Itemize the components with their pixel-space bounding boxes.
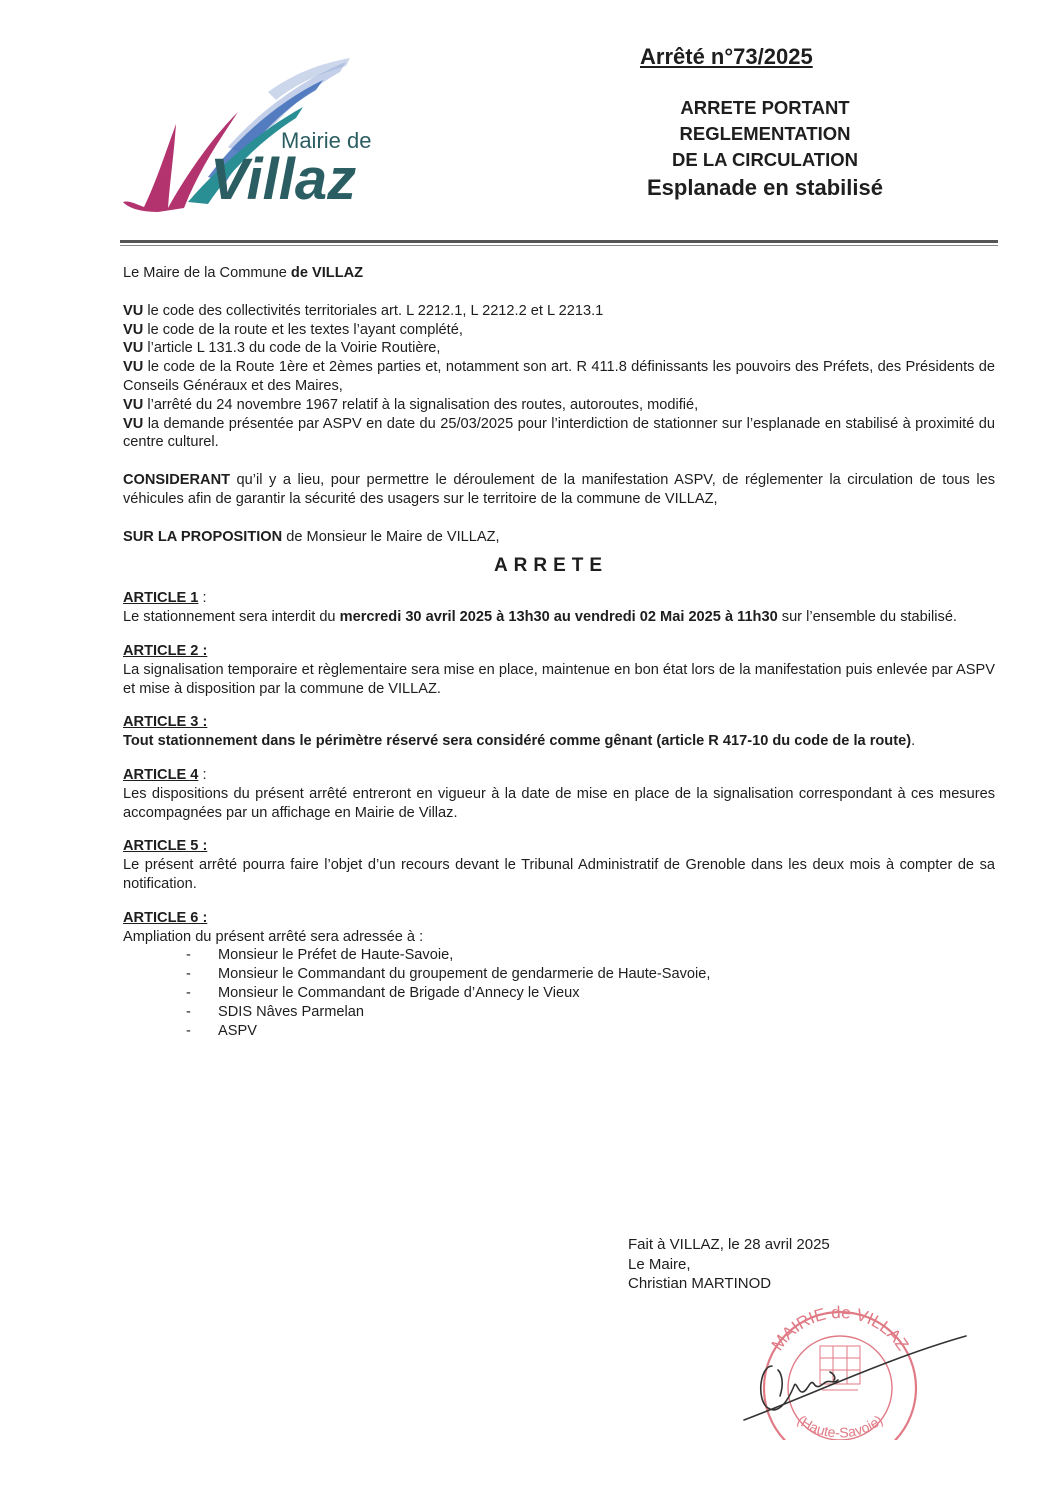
header-divider	[120, 240, 998, 243]
considerant-paragraph	[123, 471, 995, 509]
considerant-text: qu’il y a lieu, pour permettre le déroulement de la manifestation ASPV, de réglementer la circulation de tous les véhicules afin de garantir la sécurité des usagers sur le territoire de la commune de VILLAZ,	[123, 472, 995, 507]
article-3-title: ARTICLE 3 :	[123, 714, 208, 731]
list-item: - SDIS Nâves Parmelan	[123, 1003, 995, 1022]
article-1-text-after: sur l’ensemble du stabilisé.	[777, 609, 957, 626]
subject-line-3: DE LA CIRCULATION	[671, 149, 858, 170]
vu-text: le code de la Route 1ère et 2èmes parties et, notamment son art. R 411.8 définissants les pouvoirs des Préfets, des Présidents de Conseils Généraux et des Maires,	[123, 359, 995, 394]
article-6-heading	[123, 909, 995, 928]
article-4-heading	[123, 766, 995, 785]
list-item: - Monsieur le Commandant du groupement de gendarmerie de Haute-Savoie,	[123, 965, 995, 984]
article-2-text: La signalisation temporaire et règlementaire sera mise en place, maintenue en bon état lors de la manifestation puis enlevée par ASPV et mise à disposition par la commune de VILLAZ.	[123, 661, 995, 697]
proposition-text: de Monsieur le Maire de VILLAZ,	[282, 528, 500, 545]
article-3-text-after: .	[911, 733, 916, 750]
recipient-list	[123, 946, 995, 1040]
article-3-heading	[123, 713, 995, 732]
article-1-heading	[123, 589, 995, 608]
article-6-text: Ampliation du présent arrêté sera adressée à :	[123, 928, 424, 945]
article-1-period: mercredi 30 avril 2025 à 13h30 au vendredi 02 Mai 2025 à 11h30	[339, 609, 778, 626]
article-3-text	[123, 732, 995, 751]
article-4-title: ARTICLE 4	[123, 766, 199, 783]
intro-commune: de VILLAZ	[290, 265, 364, 281]
article-4-title-suffix: :	[198, 766, 207, 783]
vu-keyword: VU	[123, 321, 144, 338]
vu-item	[123, 415, 995, 453]
villaz-logo	[118, 52, 408, 222]
intro-prefix: Le Maire de la Commune	[123, 265, 291, 281]
header-divider-thin	[120, 245, 998, 246]
list-item: - ASPV	[123, 1022, 995, 1041]
article-1-text	[123, 608, 995, 627]
article-1-title-suffix: :	[198, 590, 207, 607]
article-4-text: Les dispositions du présent arrêté entreront en vigueur à la date de mise en place de la signalisation correspondant à ces mesures accompagnées par un affichage en Mairie de Villaz.	[123, 785, 995, 821]
stamp-text-top: MAIRIE de VILLAZ	[767, 1302, 913, 1355]
logo-text-mairie: Mairie de	[281, 128, 372, 153]
proposition-keyword: SUR LA PROPOSITION	[123, 528, 283, 545]
stamp-emblem	[820, 1346, 860, 1390]
vu-keyword: VU	[123, 302, 144, 319]
subject-line-1: ARRETE PORTANT	[680, 97, 850, 118]
vu-text: l’arrêté du 24 novembre 1967 relatif à la signalisation des routes, autoroutes, modifié,	[143, 396, 699, 413]
vu-item	[123, 321, 995, 340]
vu-text: l’article L 131.3 du code de la Voirie Routière,	[143, 340, 441, 357]
article-2-heading	[123, 642, 995, 661]
vu-item	[123, 302, 995, 321]
article-3-bold-text: Tout stationnement dans le périmètre réservé sera considéré comme gênant (article R 417-10 du code de la route)	[123, 733, 912, 750]
official-stamp	[738, 1300, 970, 1440]
vu-item	[123, 358, 995, 396]
article-5-title: ARTICLE 5 :	[123, 838, 208, 855]
signatory-name: Christian MARTINOD	[628, 1275, 772, 1292]
vu-keyword: VU	[123, 415, 144, 432]
logo-text-villaz: Villaz	[210, 147, 357, 212]
list-item: - Monsieur le Préfet de Haute-Savoie,	[123, 946, 995, 965]
article-2-title: ARTICLE 2 :	[123, 642, 208, 659]
vu-text: le code de la route et les textes l’ayant complété,	[143, 321, 463, 338]
vu-text: le code des collectivités territoriales art. L 2212.1, L 2212.2 et L 2213.1	[143, 302, 604, 319]
article-1-title: ARTICLE 1	[123, 590, 199, 607]
list-item: - Monsieur le Commandant de Brigade d’Annecy le Vieux	[123, 984, 995, 1003]
considerant-keyword: CONSIDERANT	[123, 472, 231, 489]
vu-keyword: VU	[123, 359, 144, 376]
vu-item	[123, 396, 995, 415]
decision-title: ARRETE	[493, 554, 609, 576]
subject-line-2: REGLEMENTATION	[679, 123, 851, 144]
proposition-paragraph	[123, 528, 995, 547]
stamp-text-bottom: (Haute-Savoie)	[794, 1411, 886, 1440]
vu-keyword: VU	[123, 340, 144, 357]
subject-line-4: Esplanade en stabilisé	[647, 175, 883, 200]
decree-reference: Arrêté n°73/2025	[640, 44, 813, 69]
decree-body	[123, 264, 995, 1040]
place-date: Fait à VILLAZ, le 28 avril 2025	[628, 1236, 830, 1253]
article-5-heading	[123, 837, 995, 856]
article-1-text-before: Le stationnement sera interdit du	[123, 609, 340, 626]
intro-line	[123, 264, 995, 283]
article-6-title: ARTICLE 6 :	[123, 909, 208, 926]
vu-item	[123, 339, 995, 358]
vu-keyword: VU	[123, 396, 144, 413]
signatory-role: Le Maire,	[628, 1255, 691, 1273]
article-5-text: Le présent arrêté pourra faire l’objet d’un recours devant le Tribunal Administratif de Grenoble dans les deux mois à compter de sa notification.	[123, 857, 995, 892]
signature-block	[628, 1235, 830, 1294]
vu-text: la demande présentée par ASPV en date du 25/03/2025 pour l’interdiction de stationner sur l’esplanade en stabilisé à proximité du centre culturel.	[123, 415, 995, 451]
